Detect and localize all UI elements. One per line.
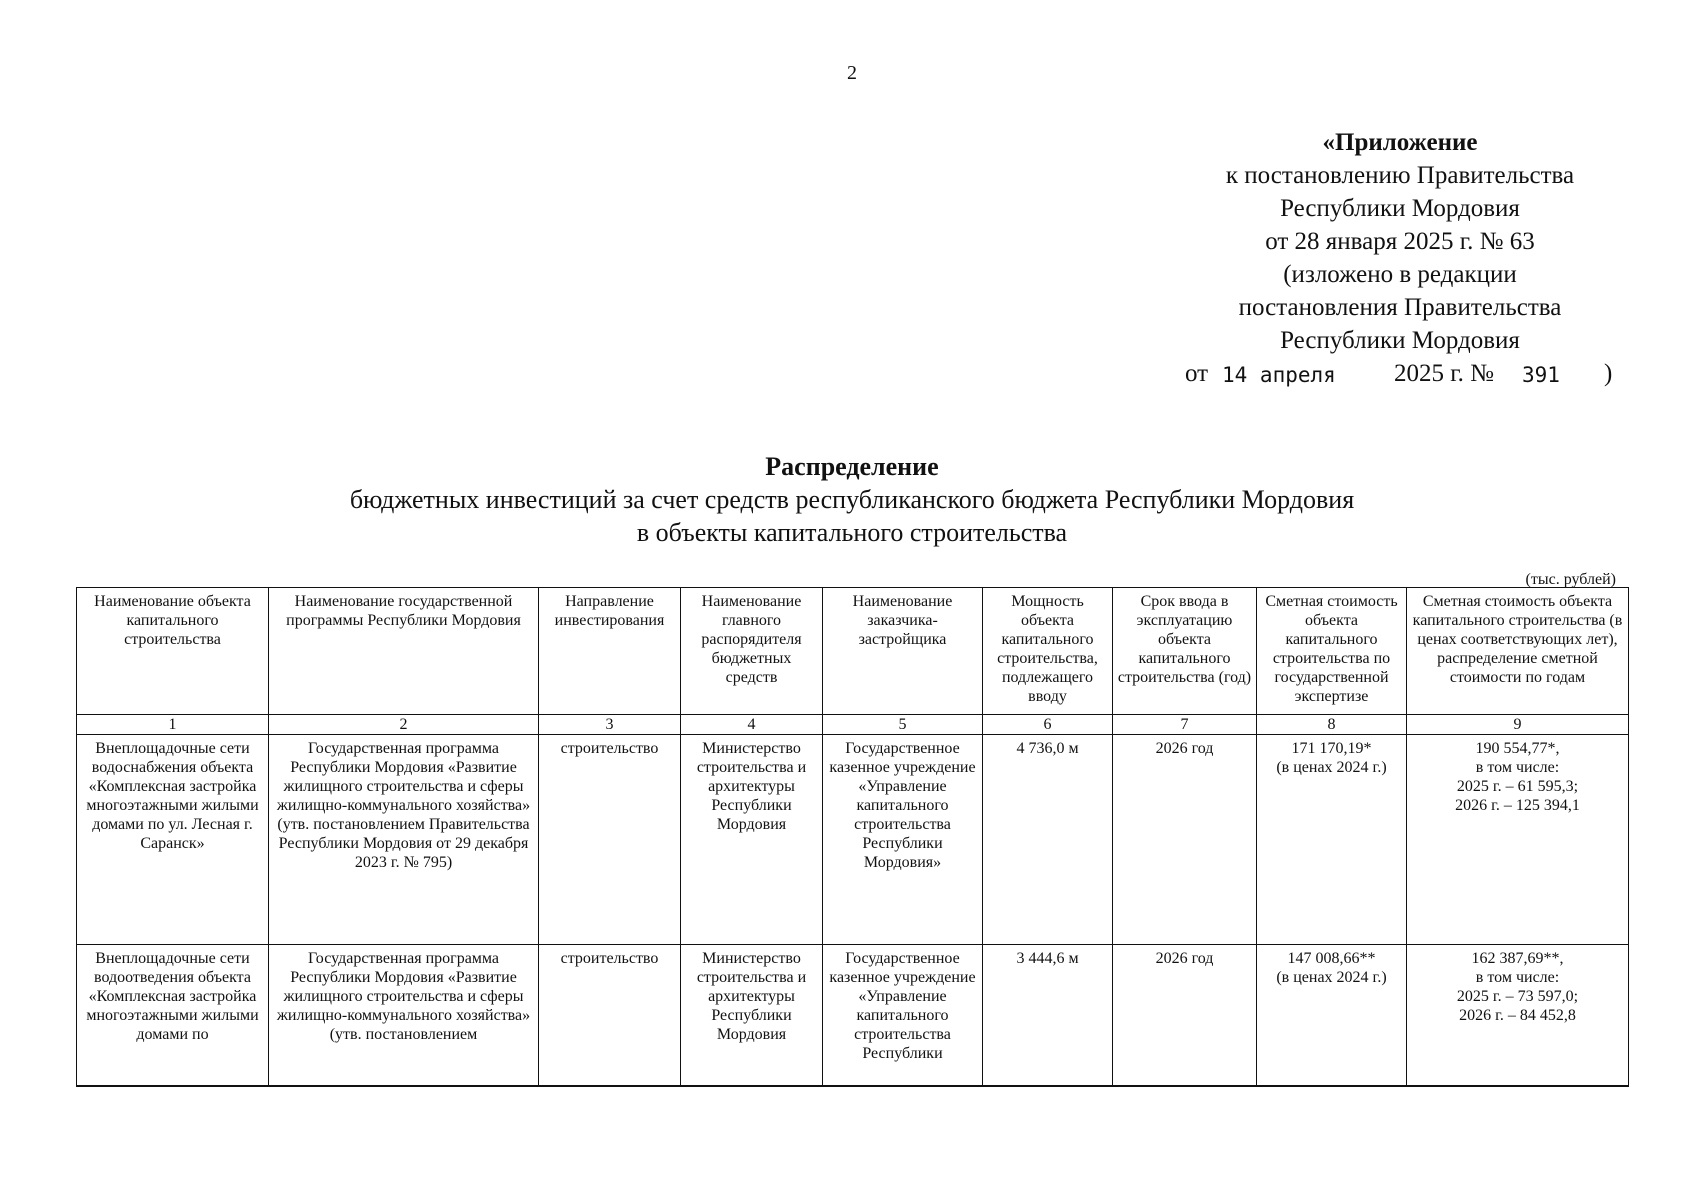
investment-table [76, 587, 1629, 1087]
column-number: 9 [1407, 715, 1629, 735]
column-number: 5 [823, 715, 983, 735]
appendix-line: Республики Мордовия [1280, 327, 1520, 354]
title-main: Распределение [765, 452, 939, 481]
column-number-row [77, 715, 1629, 735]
direction-cell: строительство [539, 945, 681, 1087]
title-line: бюджетных инвестиций за счет средств республиканского бюджета Республики Мордовия [349, 485, 1355, 514]
program-cell: Государственная программа Республики Мордовия «Развитие жилищного строительства и сферы жилищно-коммунального хозяйства» (утв. постановлением Правительства Республики Мордовия от 29 декабря 2023 г. № 795) [269, 735, 539, 945]
ref-number: 391 [1522, 363, 1560, 387]
column-header: Наименование объекта капитального строительства [77, 588, 269, 715]
column-number: 8 [1257, 715, 1407, 735]
column-number: 3 [539, 715, 681, 735]
column-number: 4 [681, 715, 823, 735]
ref-year: 2025 г. № [1394, 360, 1495, 387]
page-number: 2 [847, 62, 857, 84]
customer-cell: Государственное казенное учреждение «Управление капитального строительства Республики [823, 945, 983, 1087]
column-header: Срок ввода в эксплуатацию объекта капитального строительства (год) [1113, 588, 1257, 715]
table-header-row [77, 588, 1629, 715]
ref-date: 14 апреля [1222, 363, 1336, 387]
capacity-cell: 3 444,6 м [983, 945, 1113, 1087]
column-number: 6 [983, 715, 1113, 735]
title-line: в объекты капитального строительства [636, 518, 1068, 547]
column-header: Наименование главного распорядителя бюджетных средств [681, 588, 823, 715]
column-header: Сметная стоимость объекта капитального строительства (в ценах соответствующих лет), распределение сметной стоимости по годам [1407, 588, 1629, 715]
appendix-line: (изложено в редакции [1283, 261, 1517, 288]
direction-cell: строительство [539, 735, 681, 945]
appendix-line: Республики Мордовия [1280, 195, 1520, 222]
object-name-cell: Внеплощадочные сети водоотведения объекта «Комплексная застройка многоэтажными жилыми домами по [77, 945, 269, 1087]
cost-by-years-cell: 190 554,77*, в том числе: 2025 г. – 61 595,3; 2026 г. – 125 394,1 [1407, 735, 1629, 945]
object-name-cell: Внеплощадочные сети водоснабжения объекта «Комплексная застройка многоэтажными жилыми домами по ул. Лесная г. Саранск» [77, 735, 269, 945]
program-cell: Государственная программа Республики Мордовия «Развитие жилищного строительства и сферы жилищно-коммунального хозяйства» (утв. постановлением [269, 945, 539, 1087]
units-note: (тыс. рублей) [1525, 571, 1616, 588]
column-header: Наименование заказчика-застройщика [823, 588, 983, 715]
column-number: 2 [269, 715, 539, 735]
expert-cost-cell: 171 170,19* (в ценах 2024 г.) [1257, 735, 1407, 945]
column-header: Мощность объекта капитального строительства, подлежащего вводу [983, 588, 1113, 715]
column-number: 1 [77, 715, 269, 735]
ref-prefix: от [1185, 360, 1209, 387]
expert-cost-cell: 147 008,66** (в ценах 2024 г.) [1257, 945, 1407, 1087]
administrator-cell: Министерство строительства и архитектуры Республики Мордовия [681, 945, 823, 1087]
appendix-line: постановления Правительства [1238, 294, 1562, 321]
column-header: Наименование государственной программы Республики Мордовия [269, 588, 539, 715]
table-row [77, 945, 1629, 1087]
term-cell: 2026 год [1113, 945, 1257, 1087]
customer-cell: Государственное казенное учреждение «Управление капитального строительства Республики Мордовия» [823, 735, 983, 945]
term-cell: 2026 год [1113, 735, 1257, 945]
appendix-block [1160, 126, 1640, 390]
appendix-line: к постановлению Правительства [1225, 162, 1575, 189]
ref-closing: ) [1604, 360, 1613, 387]
table-row [77, 735, 1629, 945]
appendix-heading: «Приложение [1322, 129, 1478, 156]
column-number: 7 [1113, 715, 1257, 735]
capacity-cell: 4 736,0 м [983, 735, 1113, 945]
amendment-reference [1160, 357, 1640, 390]
column-header: Направление инвестирования [539, 588, 681, 715]
document-title [0, 450, 1704, 549]
cost-by-years-cell: 162 387,69**, в том числе: 2025 г. – 73 597,0; 2026 г. – 84 452,8 [1407, 945, 1629, 1087]
appendix-line: от 28 января 2025 г. № 63 [1265, 228, 1535, 255]
administrator-cell: Министерство строительства и архитектуры Республики Мордовия [681, 735, 823, 945]
column-header: Сметная стоимость объекта капитального строительства по государственной экспертизе [1257, 588, 1407, 715]
